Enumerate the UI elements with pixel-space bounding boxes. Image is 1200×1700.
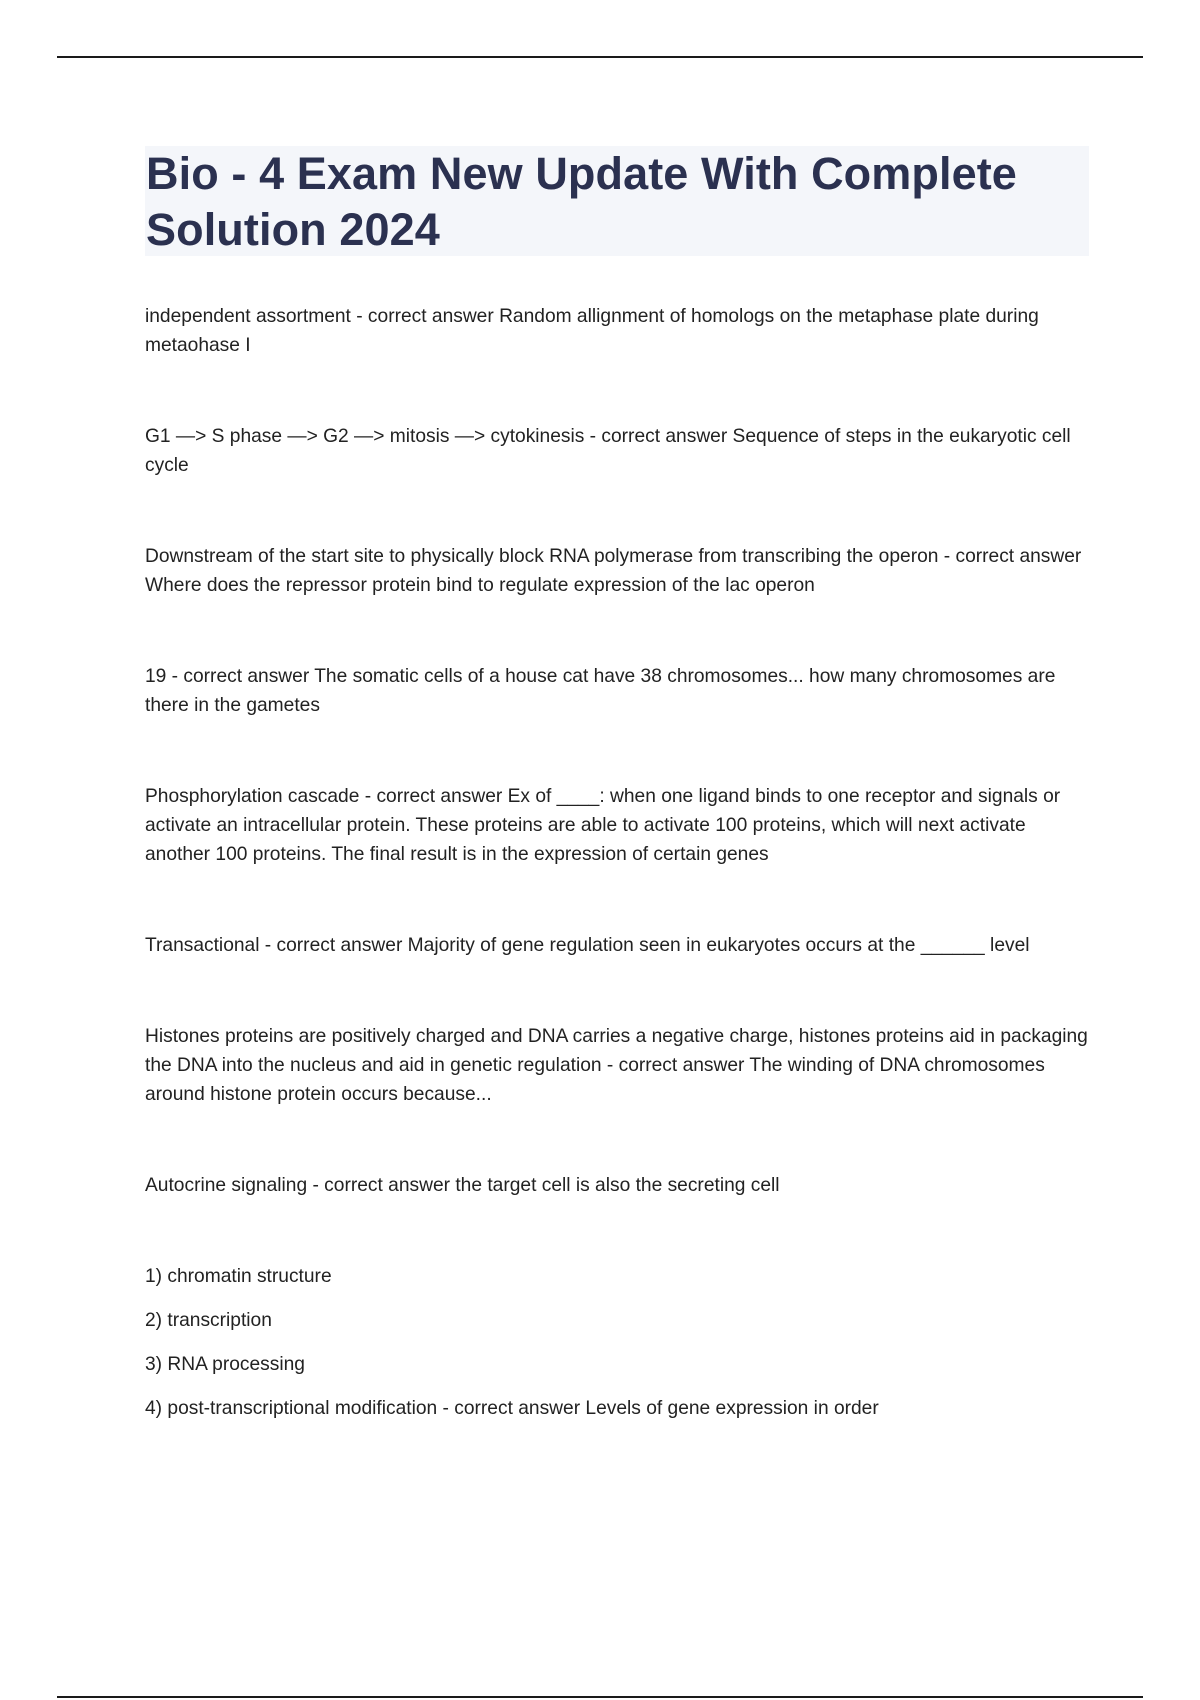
qa-entry: Downstream of the start site to physically block RNA polymerase from transcribing the operon - correct answer Where does the repressor protein bind to regulate expression of the lac operon [145, 546, 1082, 596]
document-title: Bio - 4 Exam New Update With Complete Solution 2024 [146, 148, 1017, 255]
qa-entry: Histones proteins are positively charged and DNA carries a negative charge, histones proteins aid in packaging the DNA into the nucleus and aid in genetic regulation - correct answer The winding of DNA chromosomes around histone protein occurs because... [145, 1026, 1088, 1105]
title-banner [145, 146, 1089, 256]
qa-entry: G1 —> S phase —> G2 —> mitosis —> cytokinesis - correct answer Sequence of steps in the eukaryotic cell cycle [145, 426, 1071, 476]
qa-entry: Phosphorylation cascade - correct answer Ex of ____: when one ligand binds to one receptor and signals or activate an intracellular protein. These proteins are able to activate 100 proteins, which will next activate another 100 proteins. The final result is in the expression of certain genes [145, 786, 1061, 865]
qa-entry: Transactional - correct answer Majority of gene regulation seen in eukaryotes occurs at the ______ level [145, 935, 1030, 956]
qa-entry: independent assortment - correct answer Random allignment of homologs on the metaphase plate during metaohase I [145, 306, 1039, 356]
qa-entry-list [145, 1262, 1090, 1423]
list-item: 2) transcription [145, 1310, 272, 1331]
document-body [145, 302, 1090, 1438]
qa-entry: 19 - correct answer The somatic cells of a house cat have 38 chromosomes... how many chromosomes are there in the gametes [145, 666, 1056, 716]
list-item: 4) post-transcriptional modification - correct answer Levels of gene expression in order [145, 1398, 879, 1419]
qa-entry: Autocrine signaling - correct answer the target cell is also the secreting cell [145, 1175, 780, 1196]
top-rule [57, 56, 1143, 58]
bottom-rule [57, 1696, 1143, 1698]
list-item: 3) RNA processing [145, 1354, 305, 1375]
list-item: 1) chromatin structure [145, 1266, 332, 1287]
